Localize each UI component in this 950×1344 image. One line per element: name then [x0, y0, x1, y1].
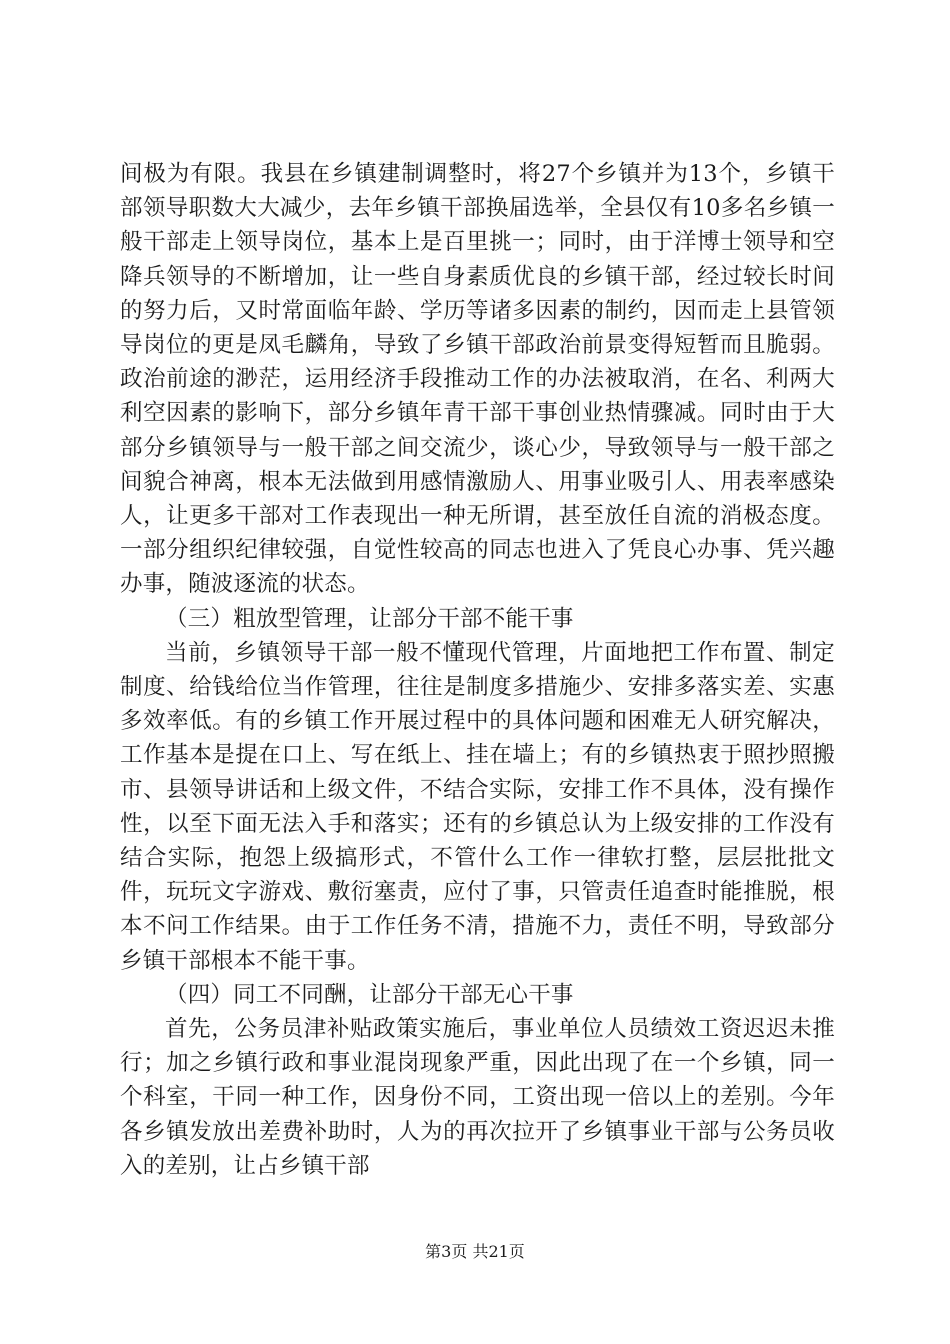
paragraph-continuation: 间极为有限。我县在乡镇建制调整时，将27个乡镇并为13个，乡镇干部领导职数大大减少，去年乡镇干部换届选举，全县仅有10多名乡镇一般干部走上领导岗位，基本上是百里挑一；同时，由于洋博士领导和空降兵领导的不断增加，让一些自身素质优良的乡镇干部，经过较长时间的努力后，又时常面临年龄、学历等诸多因素的制约，因而走上县管领导岗位的更是凤毛麟角，导致了乡镇干部政治前景变得短暂而且脆弱。政治前途的渺茫，运用经济手段推动工作的办法被取消，在名、利两大利空因素的影响下，部分乡镇年青干部干事创业热情骤减。同时由于大部分乡镇领导与一般干部之间交流少，谈心少，导致领导与一般干部之间貌合神离，根本无法做到用感情激励人、用事业吸引人、用表率感染人，让更多干部对工作表现出一种无所谓，甚至放任自流的消极态度。一部分组织纪律较强，自觉性较高的同志也进入了凭良心办事、凭兴趣办事，随波逐流的状态。: [120, 161, 835, 598]
section-heading-four: （四）同工不同酬，让部分干部无心干事: [165, 981, 574, 1008]
paragraph-management: 当前，乡镇领导干部一般不懂现代管理，片面地把工作布置、制定制度、给钱给位当作管理，往往是制度多措施少、安排多落实差、实惠多效率低。有的乡镇工作开展过程中的具体问题和困难无人研究解决，工作基本是提在口上、写在纸上、挂在墙上；有的乡镇热衷于照抄照搬市、县领导讲话和上级文件，不结合实际，安排工作不具体，没有操作性，以至下面无法入手和落实；还有的乡镇总认为上级安排的工作没有结合实际，抱怨上级搞形式，不管什么工作一律软打整，层层批批文件，玩玩文字游戏、敷衍塞责，应付了事，只管责任追查时能推脱，根本不问工作结果。由于工作任务不清，措施不力，责任不明，导致部分乡镇干部根本不能干事。: [120, 639, 835, 974]
document-body: [120, 157, 835, 1183]
paragraph-salary: 首先，公务员津补贴政策实施后，事业单位人员绩效工资迟迟未推行；加之乡镇行政和事业混岗现象严重，因此出现了在一个乡镇，同一个科室，干同一种工作，因身份不同，工资出现一倍以上的差别。今年各乡镇发放出差费补助时，人为的再次拉开了乡镇事业干部与公务员收入的差别，让占乡镇干部: [120, 1016, 835, 1179]
section-heading-three: （三）粗放型管理，让部分干部不能干事: [165, 605, 574, 632]
page-number-footer: 第3页 共21页: [425, 1242, 525, 1261]
